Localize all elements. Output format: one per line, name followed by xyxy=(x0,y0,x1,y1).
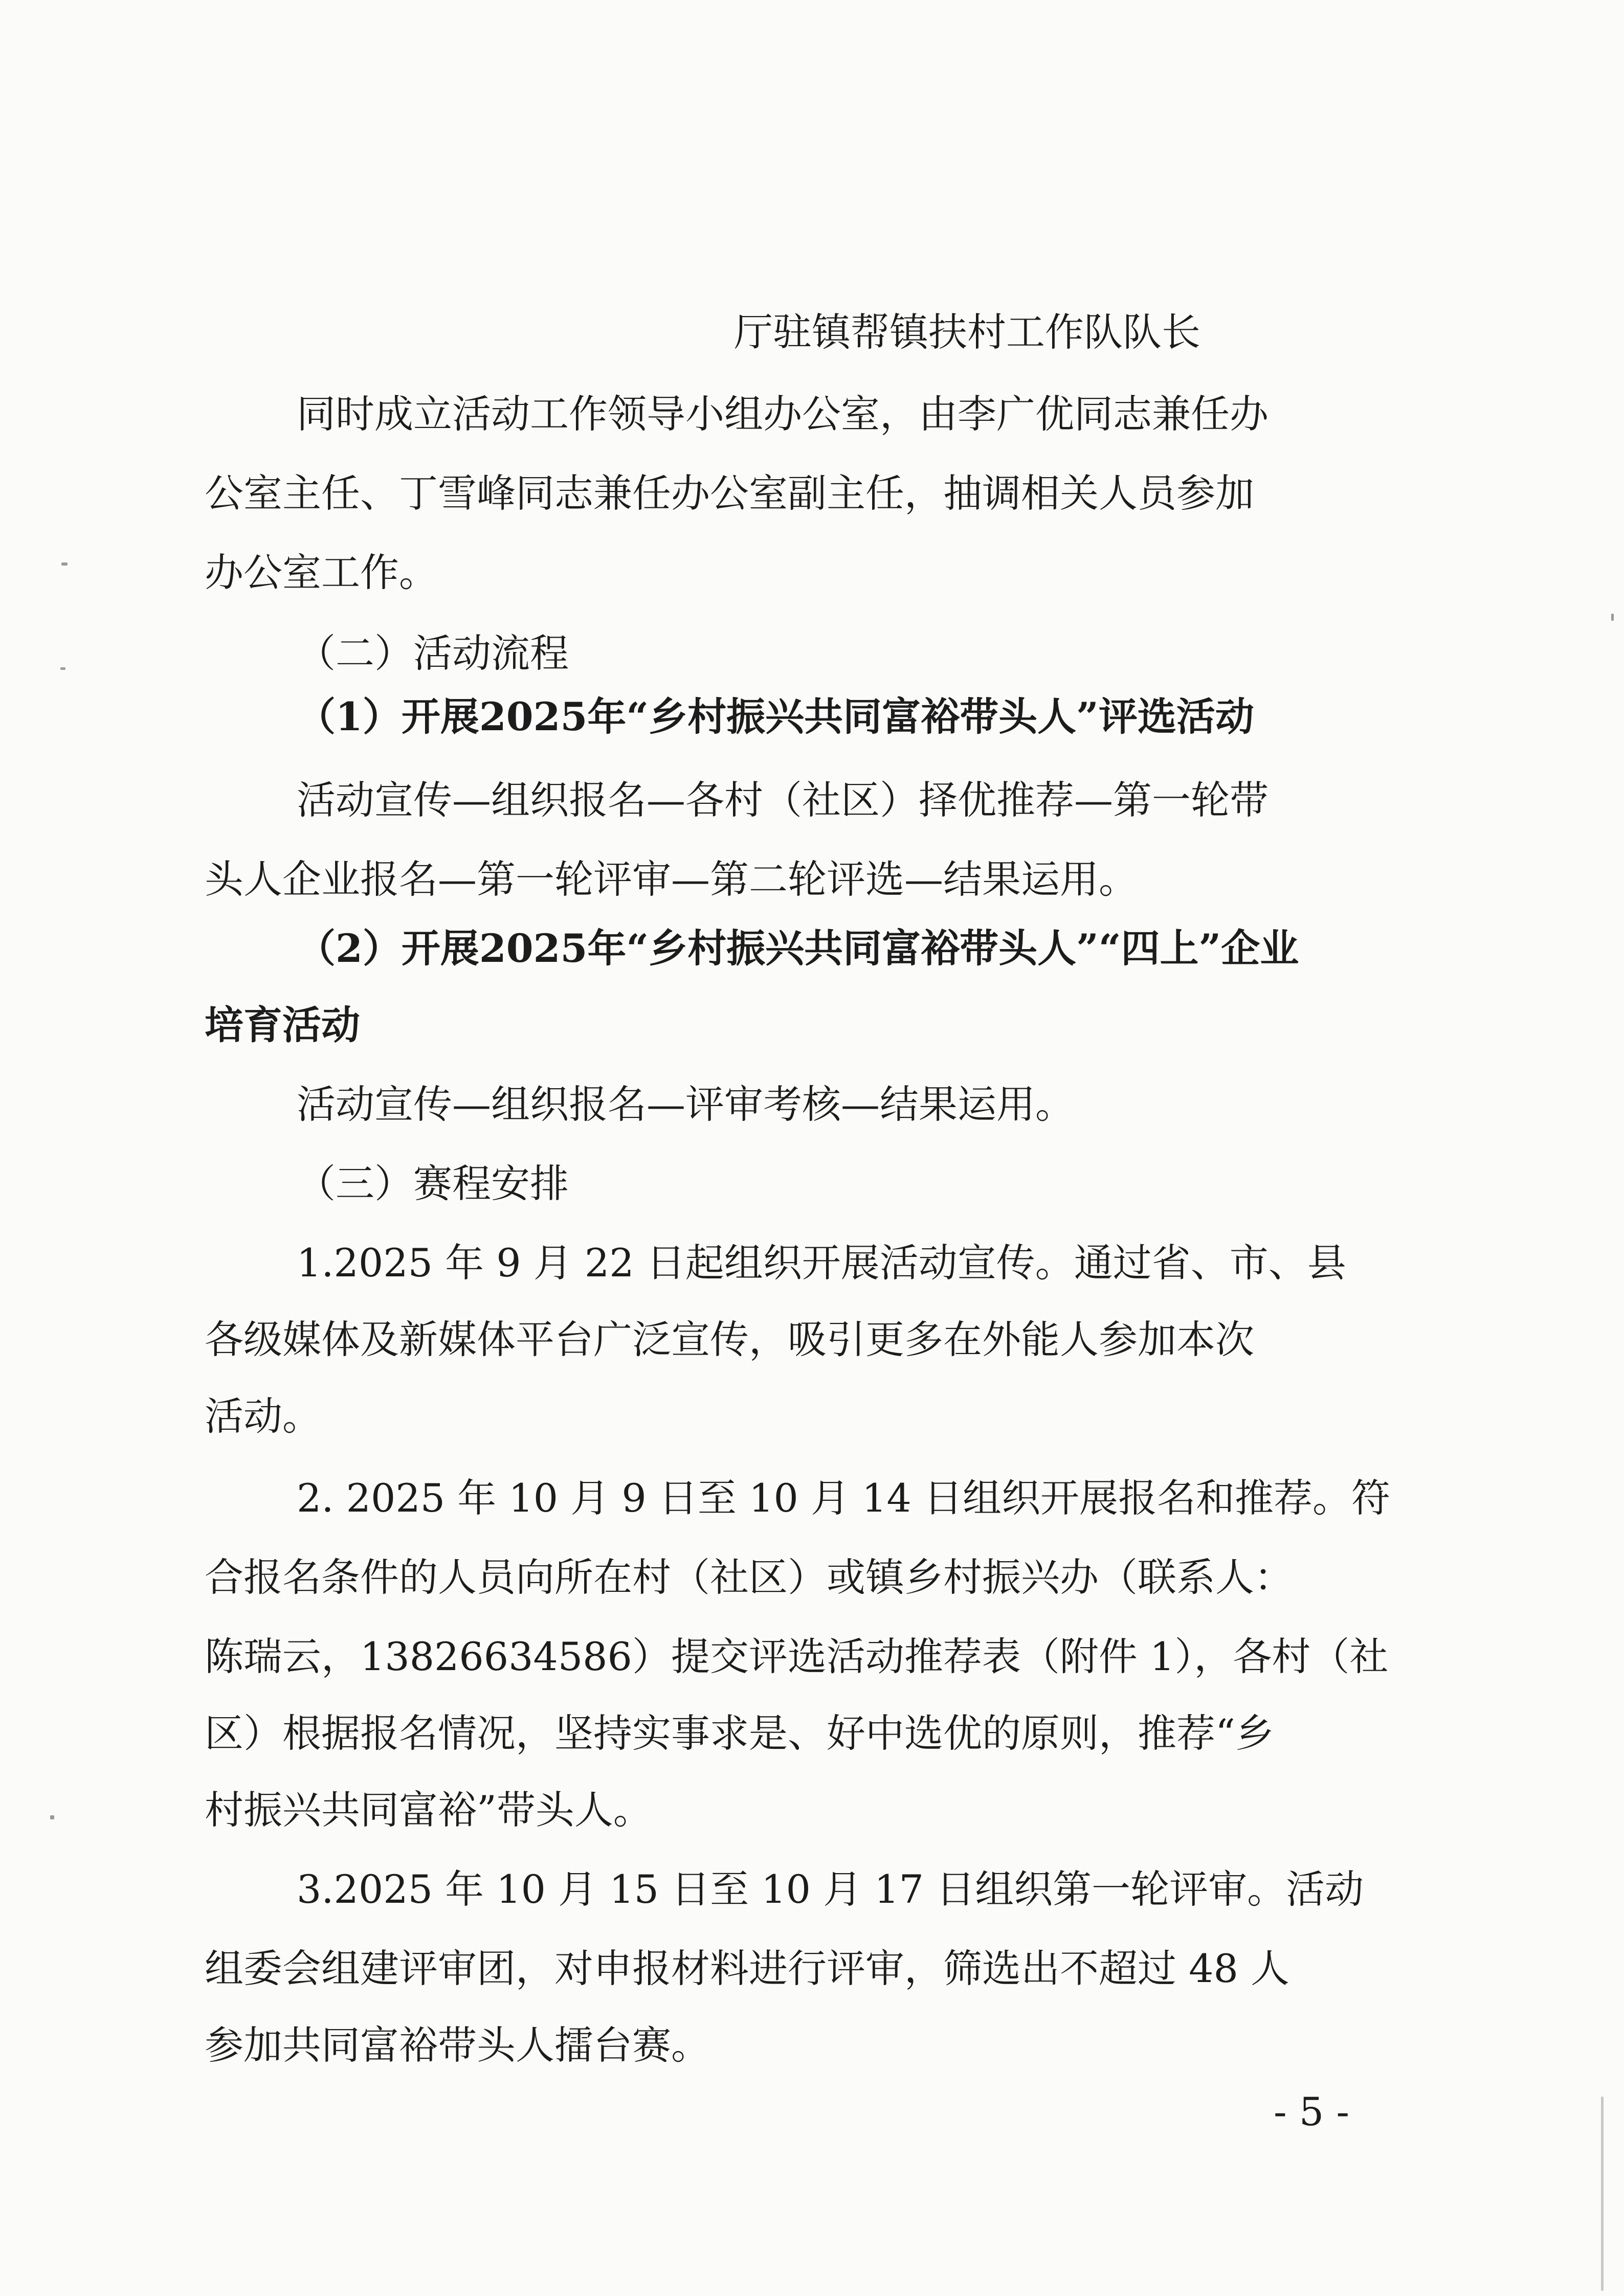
scan-speck xyxy=(50,1815,54,1819)
page-number: - 5 - xyxy=(1274,2089,1350,2134)
schedule-item-2-line-4: 区）根据报名情况，坚持实事求是、好中选优的原则，推荐“乡 xyxy=(205,1710,1274,1756)
scan-speck xyxy=(61,562,68,566)
subheading-enterprise-activity-line-2: 培育活动 xyxy=(205,1002,360,1048)
paragraph-office-line-3: 办公室工作。 xyxy=(205,550,438,595)
paragraph-office-line-2: 公室主任、丁雪峰同志兼任办公室副主任，抽调相关人员参加 xyxy=(205,470,1254,516)
schedule-item-3-line-3: 参加共同富裕带头人擂台赛。 xyxy=(205,2022,710,2068)
schedule-item-1-line-3: 活动。 xyxy=(205,1393,321,1439)
signatory-title-line: 厅驻镇帮镇扶村工作队队长 xyxy=(734,309,1200,355)
schedule-item-2-line-1: 2. 2025 年 10 月 9 日至 10 月 14 日组织开展报名和推荐。符 xyxy=(297,1475,1390,1521)
schedule-item-1-line-1: 1.2025 年 9 月 22 日起组织开展活动宣传。通过省、市、县 xyxy=(297,1240,1346,1286)
subheading-selection-activity: （1）开展2025年“乡村振兴共同富裕带头人”评选活动 xyxy=(297,694,1254,739)
process-flow-line-2: 头人企业报名—第一轮评审—第二轮评选—结果运用。 xyxy=(205,857,1138,902)
scan-edge-line xyxy=(1601,2097,1604,2291)
schedule-item-2-line-3: 陈瑞云，13826634586）提交评选活动推荐表（附件 1），各村（社 xyxy=(205,1634,1389,1679)
section-heading-schedule: （三）赛程安排 xyxy=(297,1161,569,1206)
process-flow-line-1: 活动宣传—组织报名—各村（社区）择优推荐—第一轮带 xyxy=(297,777,1269,823)
schedule-item-3-line-2: 组委会组建评审团，对申报材料进行评审，筛选出不超过 48 人 xyxy=(205,1946,1290,1991)
scan-speck xyxy=(60,667,65,670)
paragraph-office-line-1: 同时成立活动工作领导小组办公室，由李广优同志兼任办 xyxy=(297,391,1269,437)
section-heading-process: （二）活动流程 xyxy=(297,631,569,676)
schedule-item-3-line-1: 3.2025 年 10 月 15 日至 10 月 17 日组织第一轮评审。活动 xyxy=(297,1866,1364,1912)
subheading-enterprise-activity-line-1: （2）开展2025年“乡村振兴共同富裕带头人”“四上”企业 xyxy=(297,926,1299,971)
schedule-item-2-line-5: 村振兴共同富裕”带头人。 xyxy=(205,1787,652,1833)
enterprise-process-flow: 活动宣传—组织报名—评审考核—结果运用。 xyxy=(297,1082,1074,1127)
scan-speck xyxy=(1611,614,1614,621)
schedule-item-2-line-2: 合报名条件的人员向所在村（社区）或镇乡村振兴办（联系人： xyxy=(205,1555,1293,1600)
schedule-item-1-line-2: 各级媒体及新媒体平台广泛宣传，吸引更多在外能人参加本次 xyxy=(205,1317,1254,1362)
